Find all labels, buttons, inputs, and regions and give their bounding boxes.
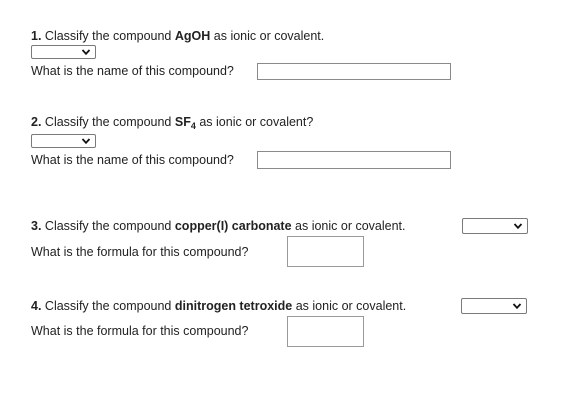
compound-formula-main: SF <box>174 115 191 129</box>
question-text: Classify the compound <box>44 219 172 233</box>
chevron-down-icon <box>512 302 522 310</box>
question-3-prompt <box>31 218 406 234</box>
chevron-down-icon <box>81 137 91 145</box>
formula-input-q4[interactable] <box>287 316 364 347</box>
question-4-subprompt: What is the formula for this compound? <box>31 324 249 338</box>
classification-select-q3[interactable] <box>462 218 528 234</box>
question-text-suffix: as ionic or covalent. <box>295 219 406 233</box>
question-1-prompt <box>31 28 324 44</box>
compound-name: copper(I) carbonate <box>174 219 292 233</box>
compound-name-input-q1[interactable] <box>257 63 451 80</box>
question-number: 3. <box>31 219 42 233</box>
classification-select-q1[interactable] <box>31 45 96 59</box>
question-text: Classify the compound <box>44 115 172 129</box>
question-2-subprompt: What is the name of this compound? <box>31 153 234 167</box>
question-number: 4. <box>31 299 42 313</box>
compound-formula-subscript: 4 <box>190 121 196 131</box>
question-text: Classify the compound <box>44 29 172 43</box>
compound-name-input-q2[interactable] <box>257 151 451 169</box>
question-4-prompt <box>31 298 406 314</box>
question-text-suffix: as ionic or covalent? <box>199 115 314 129</box>
question-3-subprompt: What is the formula for this compound? <box>31 245 249 259</box>
chevron-down-icon <box>513 222 523 230</box>
compound-formula <box>175 115 196 129</box>
question-text-suffix: as ionic or covalent. <box>213 29 325 43</box>
question-number: 2. <box>31 115 42 129</box>
question-1-subprompt: What is the name of this compound? <box>31 64 234 78</box>
question-2-prompt <box>31 114 313 130</box>
classification-select-q4[interactable] <box>461 298 527 314</box>
question-text-suffix: as ionic or covalent. <box>295 299 407 313</box>
question-text: Classify the compound <box>44 299 172 313</box>
classification-select-q2[interactable] <box>31 134 96 148</box>
compound-name: dinitrogen tetroxide <box>174 299 293 313</box>
chevron-down-icon <box>81 48 91 56</box>
compound-name: AgOH <box>174 29 211 43</box>
question-number: 1. <box>31 29 42 43</box>
formula-input-q3[interactable] <box>287 236 364 267</box>
